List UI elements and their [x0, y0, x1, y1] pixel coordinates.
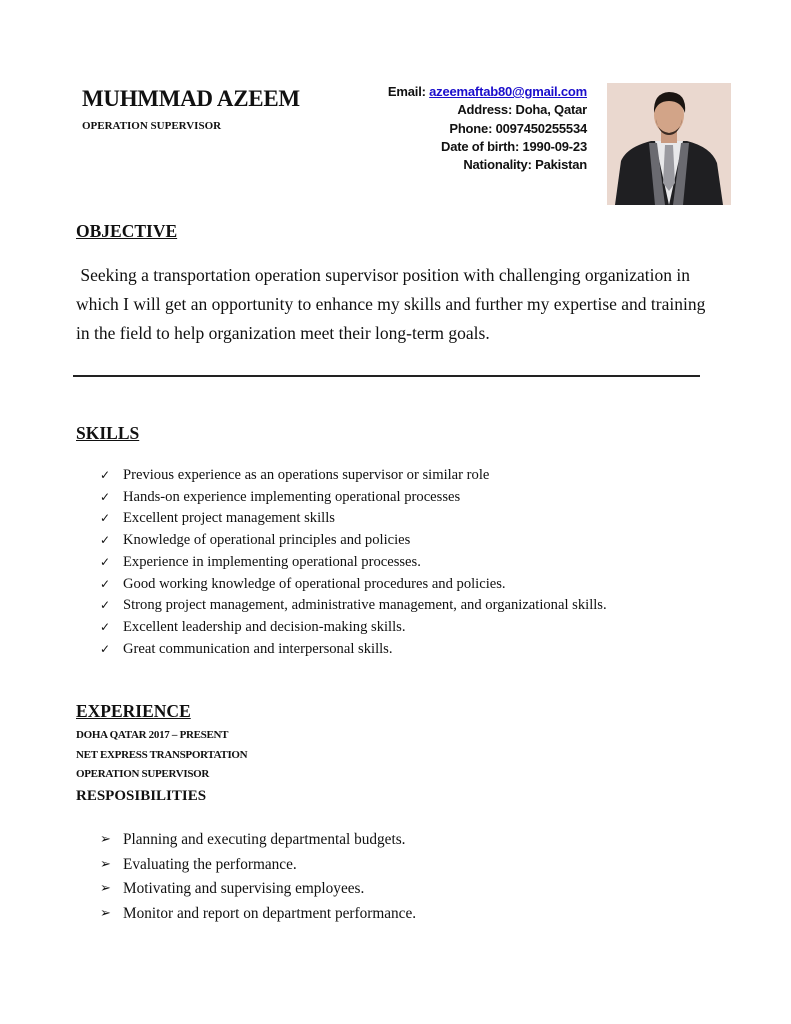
experience-details [76, 726, 247, 785]
arrow-bullet-icon: ➢ [100, 881, 111, 897]
profile-photo [607, 83, 731, 205]
skill-item [100, 552, 660, 574]
experience-role: OPERATION SUPERVISOR [76, 768, 210, 780]
arrow-bullet-icon: ➢ [100, 905, 111, 921]
skill-item [100, 508, 660, 530]
phone: Phone: 0097450255534 [449, 120, 587, 136]
arrow-bullet-icon: ➢ [100, 832, 111, 847]
skill-item [100, 574, 660, 596]
contact-info [388, 83, 587, 174]
email-label: Email: [387, 84, 430, 99]
arrow-bullet-icon: ➢ [100, 856, 111, 872]
skill-item [100, 595, 660, 617]
responsibilities-list [100, 828, 416, 926]
responsibility-item [100, 902, 416, 927]
skill-item [100, 487, 660, 509]
checkmark-icon: ✓ [100, 489, 111, 504]
item-text: Motivating and supervising employees. [123, 880, 365, 898]
item-text: Previous experience as an operations supervisor or similar role [123, 467, 490, 483]
section-divider [73, 375, 700, 377]
item-text: Hands-on experience implementing operational processes [123, 488, 461, 505]
email-line [388, 83, 587, 101]
checkmark-icon: ✓ [100, 619, 111, 634]
item-text: Great communication and interpersonal skills. [123, 640, 393, 657]
skill-item [100, 465, 660, 487]
skill-item [100, 639, 660, 661]
date-of-birth: Date of birth: 1990-09-23 [441, 138, 587, 154]
checkmark-icon: ✓ [100, 576, 111, 591]
item-text: Monitor and report on department performance. [123, 904, 417, 922]
checkmark-icon: ✓ [100, 598, 111, 613]
responsibility-item [100, 853, 416, 878]
skill-item [100, 530, 660, 552]
item-text: Planning and executing departmental budgets. [123, 831, 406, 848]
item-text: Strong project management, administrative management, and organizational skills. [123, 597, 607, 614]
skills-list [100, 465, 660, 660]
objective-text [76, 261, 716, 347]
skills-heading: SKILLS [76, 423, 140, 443]
checkmark-icon: ✓ [100, 641, 111, 656]
email-link[interactable]: azeemaftab80@gmail.com [429, 84, 587, 99]
checkmark-icon: ✓ [100, 468, 111, 482]
responsibility-item [100, 828, 416, 853]
responsibilities-heading: RESPOSIBILITIES [76, 788, 207, 804]
candidate-title: OPERATION SUPERVISOR [82, 120, 222, 132]
address: Address: Doha, Qatar [457, 102, 587, 118]
checkmark-icon: ✓ [100, 533, 111, 548]
experience-location-dates: DOHA QATAR 2017 – PRESENT [76, 729, 229, 741]
skill-item [100, 617, 660, 639]
candidate-name: MUHMMAD AZEEM [82, 86, 300, 111]
item-text: Knowledge of operational principles and policies [123, 532, 411, 549]
objective-body: Seeking a transportation operation supervisor position with challenging organization in which I will get an opportunity to enhance my skills and further my expertise and training in the field to help organization meet their long-term goals. [76, 265, 706, 343]
checkmark-icon: ✓ [100, 511, 111, 526]
item-text: Excellent project management skills [123, 510, 335, 527]
objective-heading: OBJECTIVE [76, 221, 178, 241]
item-text: Evaluating the performance. [123, 855, 297, 873]
experience-heading: EXPERIENCE [76, 701, 191, 721]
experience-company: NET EXPRESS TRANSPORTATION [76, 748, 248, 761]
checkmark-icon: ✓ [100, 554, 111, 569]
responsibility-item [100, 877, 416, 902]
item-text: Good working knowledge of operational procedures and policies. [123, 575, 506, 592]
item-text: Excellent leadership and decision-making skills. [123, 618, 406, 635]
nationality: Nationality: Pakistan [463, 157, 587, 173]
item-text: Experience in implementing operational processes. [123, 553, 421, 570]
